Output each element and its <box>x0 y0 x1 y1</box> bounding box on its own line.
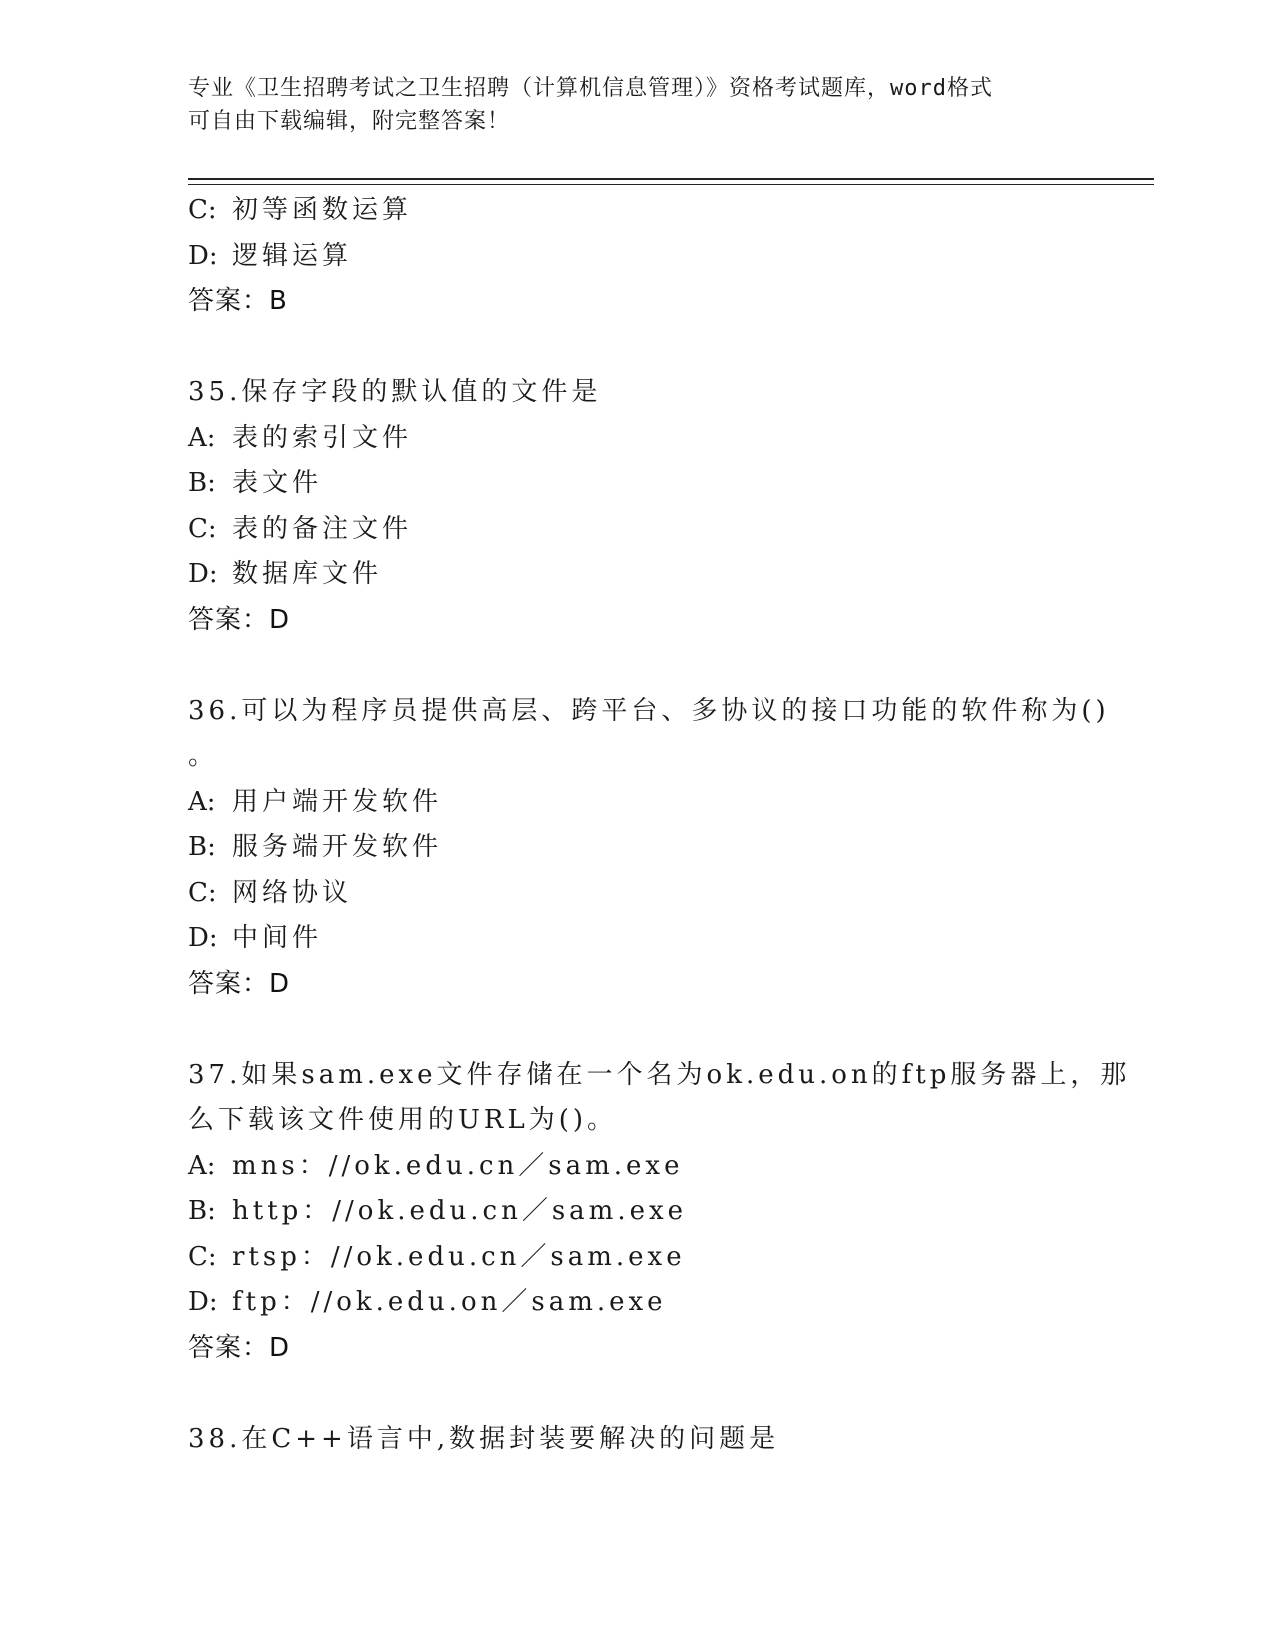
answer-line: 答案：B <box>188 286 288 316</box>
option-d <box>188 1280 1088 1326</box>
option-b <box>188 825 1088 871</box>
option-prefix: B: <box>188 1196 216 1226</box>
option-c <box>188 871 1088 917</box>
option-d <box>188 234 1088 280</box>
option-d <box>188 916 1088 962</box>
question-stem: 36.可以为程序员提供高层、跨平台、多协议的接口功能的软件称为() <box>188 695 1110 726</box>
header-divider-thick <box>188 178 1154 180</box>
option-prefix: B: <box>188 832 216 862</box>
answer-line: 答案：D <box>188 968 291 999</box>
spacer <box>188 325 1088 371</box>
question-37 <box>188 1053 1131 1372</box>
option-a <box>188 1144 1088 1190</box>
question-stem-continuation: 么下载该文件使用的URL为()。 <box>188 1105 618 1135</box>
option-text: rtsp：//ok.edu.cn／sam.exe <box>232 1241 686 1272</box>
option-a <box>188 416 1088 462</box>
option-c <box>188 188 1088 234</box>
answer-line: 答案：D <box>188 604 291 635</box>
option-text: 用户端开发软件 <box>232 786 443 817</box>
question-stem: 38.在C++语言中,数据封装要解决的问题是 <box>188 1423 780 1454</box>
question-stem-continuation: 。 <box>188 741 219 771</box>
spacer <box>188 1371 1088 1417</box>
question-stem: 37.如果sam.exe文件存储在一个名为ok.edu.on的ftp服务器上，那 <box>188 1059 1131 1090</box>
option-text: 表的备注文件 <box>232 513 413 544</box>
option-prefix: A: <box>188 786 216 817</box>
header-line-1: 专业《卫生招聘考试之卫生招聘（计算机信息管理）》资格考试题库，word格式 <box>188 76 993 101</box>
question-34-continuation <box>188 188 1088 325</box>
spacer <box>188 1007 1088 1053</box>
option-b <box>188 461 1088 507</box>
option-b <box>188 1189 1088 1235</box>
option-text: 中间件 <box>232 923 323 953</box>
question-36 <box>188 689 1110 1008</box>
option-c <box>188 507 1088 553</box>
option-prefix: C: <box>188 877 217 908</box>
option-prefix: A: <box>188 1150 216 1181</box>
option-prefix: D: <box>188 923 218 953</box>
option-text: ftp：//ok.edu.on／sam.exe <box>232 1287 667 1317</box>
option-prefix: C: <box>188 195 217 225</box>
option-c <box>188 1235 1088 1281</box>
option-text: 初等函数运算 <box>232 195 413 225</box>
header-divider-thin <box>188 184 1154 185</box>
option-prefix: C: <box>188 1241 217 1272</box>
option-d <box>188 552 1088 598</box>
header-line-2: 可自由下载编辑，附完整答案！ <box>188 109 511 134</box>
option-text: mns：//ok.edu.cn／sam.exe <box>232 1150 684 1181</box>
option-text: 网络协议 <box>232 877 353 908</box>
option-prefix: B: <box>188 468 216 498</box>
option-text: 表文件 <box>232 468 323 498</box>
option-text: 数据库文件 <box>232 559 383 589</box>
option-a <box>188 780 1088 826</box>
answer-line: 答案：D <box>188 1332 291 1363</box>
option-prefix: A: <box>188 422 216 453</box>
question-stem: 35.保存字段的默认值的文件是 <box>188 377 602 407</box>
question-list <box>188 188 1131 1462</box>
spacer <box>188 643 1088 689</box>
option-prefix: D: <box>188 559 218 589</box>
question-35 <box>188 370 1088 643</box>
option-prefix: D: <box>188 240 218 271</box>
option-text: http：//ok.edu.cn／sam.exe <box>232 1196 688 1226</box>
question-38 <box>188 1417 1088 1463</box>
option-text: 表的索引文件 <box>232 422 413 453</box>
option-text: 服务端开发软件 <box>232 832 443 862</box>
document-header <box>188 72 1088 138</box>
option-prefix: D: <box>188 1287 218 1317</box>
option-text: 逻辑运算 <box>232 240 353 271</box>
option-prefix: C: <box>188 513 217 544</box>
